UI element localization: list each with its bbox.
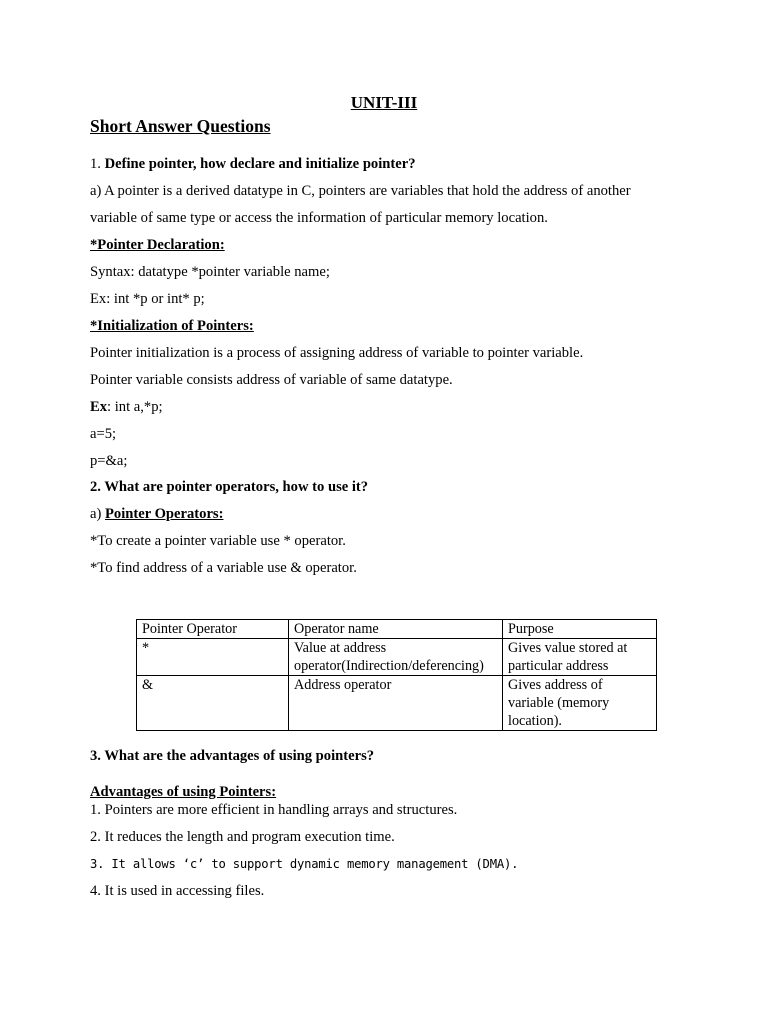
example-code-1: : int a,*p;	[107, 399, 163, 415]
advantage-item: 1. Pointers are more efficient in handling arrays and structures.	[90, 802, 458, 818]
table-cell-text: variable (memory	[508, 695, 610, 711]
table-cell-text: location).	[508, 713, 562, 729]
advantage-item: 3. It allows ‘c’ to support dynamic memory management (DMA).	[90, 857, 519, 871]
declaration-example: Ex: int *p or int* p;	[90, 291, 205, 307]
example-code-3: p=&a;	[90, 453, 128, 469]
table-header-cell: Purpose	[503, 620, 657, 639]
initialization-heading: *Initialization of Pointers:	[90, 318, 254, 334]
question-3: 3. What are the advantages of using pointers?	[90, 748, 375, 764]
example-code-2: a=5;	[90, 426, 117, 442]
advantages-heading: Advantages of using Pointers:	[90, 784, 277, 800]
table-cell-purpose	[503, 639, 657, 676]
table-header-cell: Operator name	[289, 620, 503, 639]
answer-1-line-2: variable of same type or access the information of particular memory location.	[90, 210, 548, 226]
initialization-line-1: Pointer initialization is a process of assigning address of variable to pointer variable.	[90, 345, 584, 361]
advantage-item: 4. It is used in accessing files.	[90, 883, 265, 899]
pointer-operators-heading: Pointer Operators:	[105, 506, 224, 522]
question-1-text: Define pointer, how declare and initialize pointer?	[104, 156, 416, 172]
table-cell-purpose	[503, 676, 657, 731]
answer-2-prefix: a)	[90, 506, 105, 522]
table-cell-text: Gives address of	[508, 677, 603, 693]
table-cell-name	[289, 676, 503, 731]
answer-2-line-2: *To find address of a variable use & operator.	[90, 560, 357, 576]
answer-2-line-1: *To create a pointer variable use * operator.	[90, 533, 346, 549]
pointer-operators-table	[136, 619, 657, 731]
answer-2-heading-line	[90, 505, 223, 523]
table-cell-text: Gives value stored at	[508, 640, 628, 656]
table-cell-text: particular address	[508, 658, 609, 674]
table-cell-operator: *	[137, 639, 289, 676]
table-cell-text: Address operator	[294, 677, 392, 693]
pointer-declaration-heading: *Pointer Declaration:	[90, 237, 225, 253]
table-cell-operator: &	[137, 676, 289, 731]
section-title: Short Answer Questions	[90, 116, 271, 136]
initialization-line-2: Pointer variable consists address of variable of same datatype.	[90, 372, 453, 388]
table-cell-name	[289, 639, 503, 676]
table-header-cell: Pointer Operator	[137, 620, 289, 639]
table-header-row	[137, 620, 657, 639]
answer-1-line-1: a) A pointer is a derived datatype in C, pointers are variables that hold the address of another	[90, 183, 631, 199]
table-row	[137, 676, 657, 731]
question-2: 2. What are pointer operators, how to use it?	[90, 479, 369, 495]
question-1	[90, 155, 416, 173]
advantage-item: 2. It reduces the length and program execution time.	[90, 829, 395, 845]
example-label: Ex	[90, 399, 108, 415]
table-row	[137, 639, 657, 676]
declaration-syntax: Syntax: datatype *pointer variable name;	[90, 264, 330, 280]
table-cell-text: operator(Indirection/deferencing)	[294, 658, 484, 674]
question-1-number: 1.	[90, 156, 105, 172]
initialization-example	[90, 398, 163, 416]
table-cell-text: Value at address	[294, 640, 387, 656]
unit-title: UNIT-III	[350, 93, 418, 112]
